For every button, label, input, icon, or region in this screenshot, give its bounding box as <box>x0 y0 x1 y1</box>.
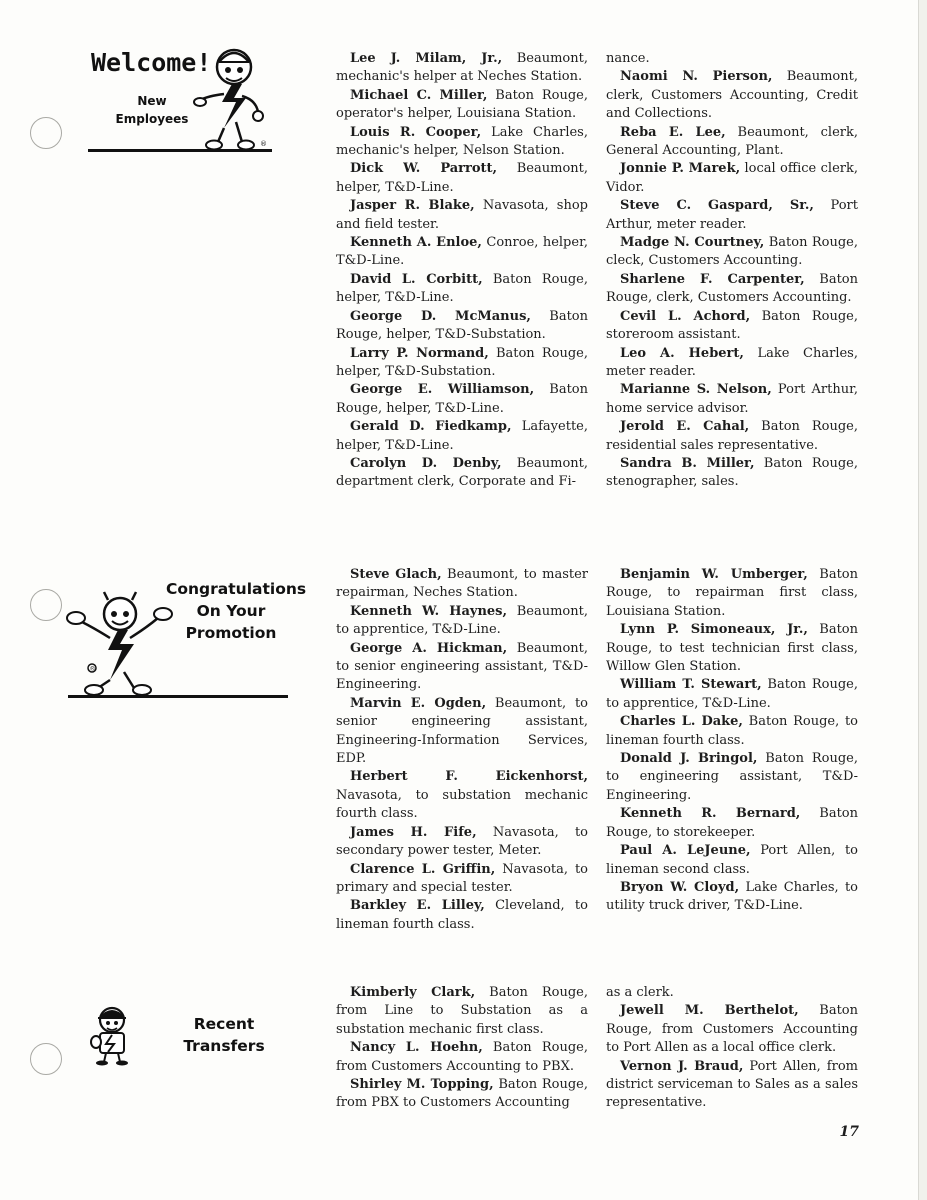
list-item <box>336 768 588 823</box>
list-item <box>606 345 858 382</box>
employee-detail: Port Arthur, home service advisor. <box>606 382 858 416</box>
list-item <box>606 621 858 676</box>
employee-detail: Baton Rouge, cleck, Customers Accounting. <box>606 235 858 269</box>
welcome-subtitle-line2: Employees <box>115 112 189 126</box>
employee-detail: Beaumont, clerk, Customers Accounting, Credit and Collections. <box>606 69 858 122</box>
employee-name: Kenneth R. Bernard, <box>620 806 801 822</box>
transfers-heading-line2: Transfers <box>183 1037 265 1055</box>
list-item <box>606 197 858 234</box>
list-item <box>336 603 588 640</box>
employee-name: Paul A. LeJeune, <box>620 843 751 859</box>
list-item <box>336 381 588 418</box>
list-item <box>336 308 588 345</box>
reddy-kilowatt-promotion-icon <box>64 588 174 698</box>
list-item <box>336 861 588 898</box>
binder-hole-bottom <box>30 1043 62 1075</box>
employee-name: Steve Glach, <box>350 567 442 582</box>
page-number: 17 <box>839 1124 859 1140</box>
list-item <box>336 50 588 87</box>
employee-name: James H. Fife, <box>350 824 477 840</box>
employee-detail: Baton Rouge, helper, T&D-Substation. <box>336 345 588 379</box>
employee-detail: Port Allen, from district serviceman to Sales as a sales representative. <box>606 1058 858 1111</box>
employee-name: Donald J. Bringol, <box>620 751 758 767</box>
registered-mark-promotion: ® <box>89 665 96 673</box>
list-item <box>336 824 588 861</box>
employee-detail: Lake Charles, mechanic's helper, Nelson Station. <box>336 124 588 159</box>
employee-name: Marianne S. Nelson, <box>620 382 772 398</box>
employee-name: Steve C. Gaspard, Sr., <box>620 198 814 214</box>
employee-detail: Baton Rouge, from PBX to Customers Accounting <box>336 1077 588 1111</box>
binder-hole-middle <box>30 589 62 621</box>
employee-name: Lynn P. Simoneaux, Jr., <box>620 622 808 638</box>
employee-detail: Navasota, to primary and special tester. <box>336 861 588 895</box>
employee-detail: Baton Rouge, helper, T&D-Line. <box>336 382 589 416</box>
employee-detail: Baton Rouge, helper, T&D-Line. <box>336 271 588 306</box>
page-edge <box>918 0 919 1200</box>
employee-detail: Baton Rouge, to test technician first class, Willow Glen Station. <box>606 622 858 675</box>
employee-name: Shirley M. Topping, <box>350 1077 494 1093</box>
employee-name: Louis R. Cooper, <box>350 124 482 140</box>
employee-name: Nancy L. Hoehn, <box>350 1040 483 1056</box>
employee-detail: Port Arthur, meter reader. <box>606 198 858 232</box>
list-item <box>336 418 588 455</box>
transfers-heading-line1: Recent <box>193 1015 255 1033</box>
employee-name: Jerold E. Cahal, <box>620 419 750 435</box>
employee-name: Jonnie P. Marek, <box>620 161 741 177</box>
employee-name: David L. Corbitt, <box>350 271 483 287</box>
employee-name: Cevil L. Achord, <box>620 308 751 324</box>
list-item <box>606 68 858 123</box>
transfers-column-2 <box>606 984 858 1113</box>
list-item <box>336 455 588 492</box>
list-item-continuation: as a clerk. <box>606 985 674 1000</box>
employee-name: Sharlene F. Carpenter, <box>620 271 805 287</box>
list-item <box>336 345 588 382</box>
employee-name: Marvin E. Ogden, <box>350 695 487 711</box>
employee-name: George E. Williamson, <box>350 382 535 398</box>
employee-detail: Baton Rouge, operator's helper, Louisiana Station. <box>336 87 588 122</box>
employee-detail: Lafayette, helper, T&D-Line. <box>336 419 588 453</box>
employee-name: Sandra B. Miller, <box>620 455 755 471</box>
employee-name: George D. McManus, <box>350 308 531 324</box>
list-item <box>336 1076 588 1113</box>
employee-detail: Baton Rouge, to storekeeper. <box>606 806 858 840</box>
employee-detail: Baton Rouge, helper, T&D-Substation. <box>336 308 589 343</box>
list-item <box>606 1002 858 1057</box>
list-item <box>606 805 858 842</box>
employee-detail: Lake Charles, meter reader. <box>606 345 858 379</box>
welcome-column-1 <box>336 50 588 492</box>
list-item <box>606 455 858 492</box>
reddy-kilowatt-transfers-icon <box>86 1002 136 1066</box>
employee-name: Dick W. Parrott, <box>350 161 498 177</box>
transfers-column-1 <box>336 984 588 1113</box>
list-item-continuation: nance. <box>606 51 650 66</box>
employee-detail: Navasota, shop and field tester. <box>336 198 588 232</box>
employee-name: Madge N. Courtney, <box>620 235 765 251</box>
employee-detail: Navasota, to secondary power tester, Meter. <box>336 824 589 859</box>
employee-name: Herbert F. Eickenhorst, <box>350 769 588 785</box>
list-item <box>336 271 588 308</box>
list-item <box>336 640 588 695</box>
binder-hole-top <box>30 117 62 149</box>
employee-name: Michael C. Miller, <box>350 87 488 103</box>
list-item <box>336 897 588 934</box>
promotion-heading-line1: Congratulations <box>166 580 307 598</box>
employee-detail: Baton Rouge, from Line to Substation as a substation mechanic first class. <box>336 985 588 1037</box>
employee-name: Leo A. Hebert, <box>620 345 744 361</box>
employee-detail: Beaumont, to senior engineering assistant, T&D-Engineering. <box>336 640 589 693</box>
reddy-kilowatt-welcome-icon <box>192 42 272 152</box>
list-item <box>336 160 588 197</box>
list-item <box>606 566 858 621</box>
list-item <box>606 124 858 161</box>
employee-detail: Port Allen, to lineman second class. <box>606 843 858 877</box>
employee-detail: Baton Rouge, to apprentice, T&D-Line. <box>606 677 858 711</box>
welcome-subtitle-line1: New <box>137 94 167 108</box>
list-item <box>336 234 588 271</box>
list-item <box>606 234 858 271</box>
welcome-divider <box>88 149 272 152</box>
employee-detail: Baton Rouge, storeroom assistant. <box>606 308 858 343</box>
employee-detail: Lake Charles, to utility truck driver, T&D-Line. <box>606 879 858 914</box>
list-item <box>606 750 858 805</box>
list-item <box>336 197 588 234</box>
employee-detail: Beaumont, mechanic's helper at Neches Station. <box>336 51 588 85</box>
employee-name: Bryon W. Cloyd, <box>620 879 740 895</box>
registered-mark-welcome: ® <box>260 140 267 148</box>
list-item <box>606 308 858 345</box>
employee-name: Jasper R. Blake, <box>350 198 475 214</box>
promotion-heading-line2: On Your <box>196 602 266 620</box>
employee-name: George A. Hickman, <box>350 640 508 656</box>
welcome-subtitle <box>104 92 200 128</box>
list-item <box>606 381 858 418</box>
employee-detail: Baton Rouge, residential sales representative. <box>606 419 858 453</box>
employee-detail: Beaumont, department clerk, Corporate and Fi- <box>336 455 588 490</box>
promotion-column-1 <box>336 566 588 934</box>
employee-detail: Baton Rouge, to engineering assistant, T&D-Engineering. <box>606 751 858 803</box>
employee-name: Kenneth W. Haynes, <box>350 603 508 619</box>
promotion-heading-line3: Promotion <box>185 624 277 642</box>
list-item <box>606 1058 858 1113</box>
employee-name: William T. Stewart, <box>620 677 762 693</box>
employee-name: Clarence L. Griffin, <box>350 861 496 877</box>
employee-detail: Baton Rouge, from Customers Accounting to PBX. <box>336 1040 588 1074</box>
employee-detail: local office clerk, Vidor. <box>606 161 858 195</box>
employee-detail: Baton Rouge, to repairman first class, Louisiana Station. <box>606 567 859 619</box>
employee-name: Jewell M. Berthelot, <box>620 1003 799 1019</box>
employee-name: Kenneth A. Enloe, <box>350 235 482 251</box>
employee-name: Reba E. Lee, <box>620 124 726 140</box>
employee-detail: Beaumont, helper, T&D-Line. <box>336 161 588 195</box>
employee-detail: Beaumont, to senior engineering assistant, Engineering-Information Services, EDP. <box>336 695 588 767</box>
list-item <box>606 418 858 455</box>
employee-detail: Baton Rouge, clerk, Customers Accounting. <box>606 271 858 306</box>
list-item <box>606 676 858 713</box>
employee-name: Benjamin W. Umberger, <box>620 567 808 582</box>
employee-detail: Baton Rouge, stenographer, sales. <box>606 455 858 490</box>
promotion-heading <box>166 578 307 644</box>
employee-name: Kimberly Clark, <box>350 985 476 1000</box>
list-item <box>336 124 588 161</box>
welcome-title: Welcome! <box>91 48 212 77</box>
page-edge-shadow <box>919 0 927 1200</box>
promotion-column-2 <box>606 566 858 916</box>
employee-name: Vernon J. Braud, <box>620 1058 744 1074</box>
employee-detail: Baton Rouge, from Customers Accounting to Port Allen as a local office clerk. <box>606 1003 858 1056</box>
list-item <box>336 1039 588 1076</box>
list-item <box>606 713 858 750</box>
employee-name: Carolyn D. Denby, <box>350 455 502 471</box>
employee-detail: Beaumont, to apprentice, T&D-Line. <box>336 603 588 638</box>
employee-name: Lee J. Milam, Jr., <box>350 51 503 66</box>
promotion-divider <box>68 695 288 698</box>
employee-detail: Navasota, to substation mechanic fourth class. <box>336 787 588 822</box>
employee-detail: Beaumont, clerk, General Accounting, Plant. <box>606 124 858 159</box>
employee-detail: Cleveland, to lineman fourth class. <box>336 898 588 932</box>
employee-name: Larry P. Normand, <box>350 345 489 361</box>
transfers-heading <box>176 1013 272 1057</box>
employee-name: Barkley E. Lilley, <box>350 898 485 914</box>
list-item <box>606 160 858 197</box>
list-item <box>336 984 588 1039</box>
employee-detail: Conroe, helper, T&D-Line. <box>336 235 588 269</box>
employee-detail: Baton Rouge, to lineman fourth class. <box>606 714 858 748</box>
employee-name: Charles L. Dake, <box>620 714 743 730</box>
welcome-column-2 <box>606 50 858 492</box>
list-item <box>336 695 588 769</box>
list-item <box>336 87 588 124</box>
list-item <box>606 271 858 308</box>
list-item <box>606 842 858 879</box>
employee-name: Naomi N. Pierson, <box>620 69 773 85</box>
list-item <box>336 566 588 603</box>
list-item <box>606 879 858 916</box>
employee-detail: Beaumont, to master repairman, Neches Station. <box>336 567 588 601</box>
employee-name: Gerald D. Fiedkamp, <box>350 419 512 435</box>
